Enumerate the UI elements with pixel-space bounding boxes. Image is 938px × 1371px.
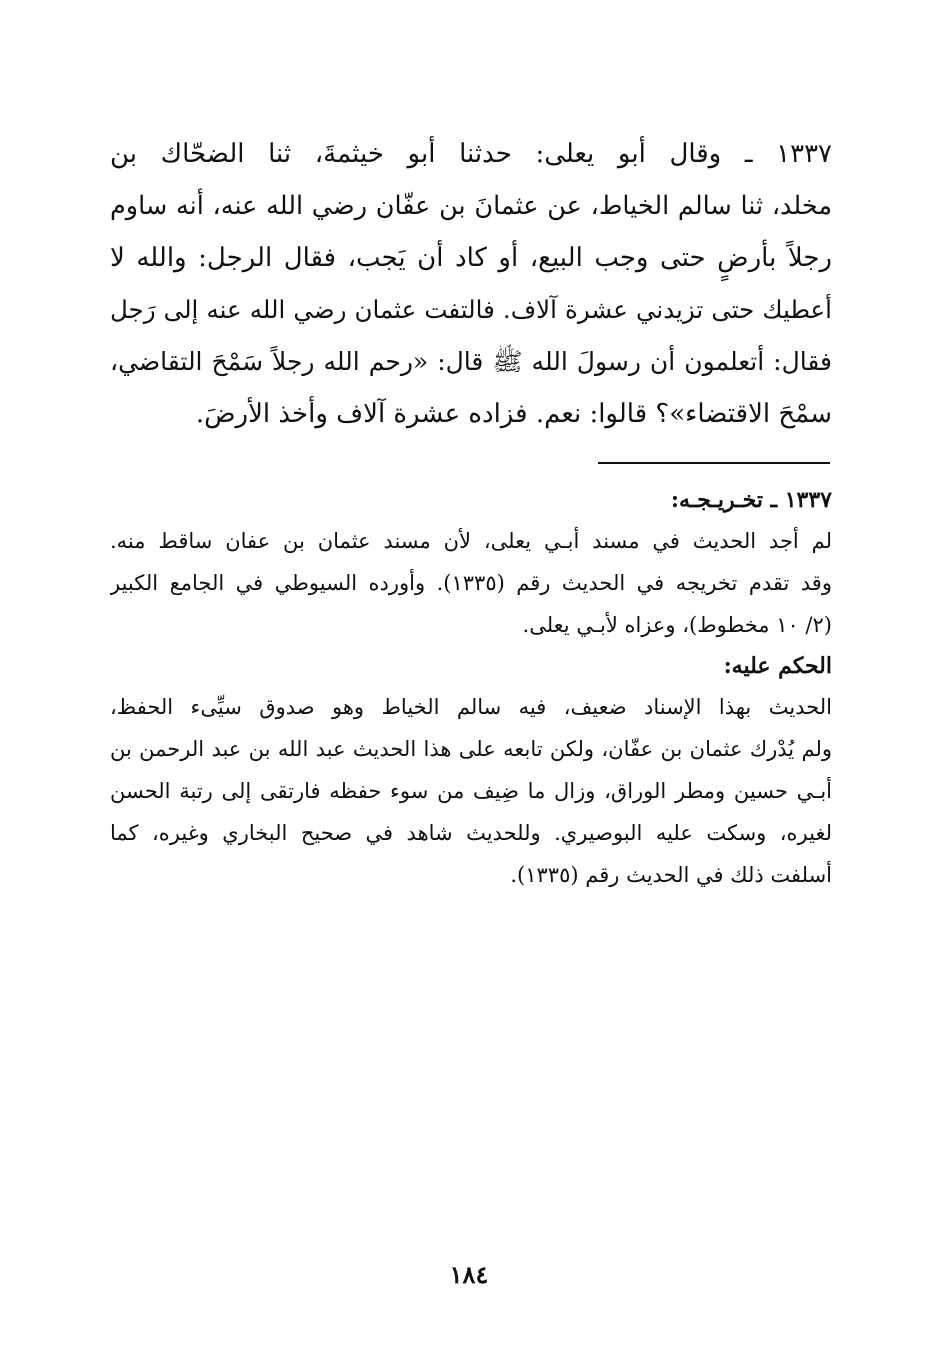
page-number: ١٨٤ (449, 1260, 489, 1289)
hadith-line: فقال: أتعلمون أن رسولَ الله ﷺ قال: «رحم الله رجلاً سَمْحَ التقاضي، (110, 347, 832, 376)
hukm-line: لغيره، وسكت عليه البوصيري. وللحديث شاهد في صحيح البخاري وغيره، كما (110, 821, 832, 845)
takhrij-heading: ١٣٣٧ ـ تخـريـجـه: (670, 487, 832, 513)
hukm-heading: الحكم عليه: (723, 653, 832, 679)
footnote-divider (598, 462, 830, 464)
hukm-line: ولم يُدْرك عثمان بن عفّان، ولكن تابعه على هذا الحديث عبد الله بن عبد الرحمن بن (110, 737, 832, 761)
hadith-line: رجلاً بأرضٍ حتى وجب البيع، أو كاد أن يَجب، فقال الرجل: والله لا (110, 243, 832, 273)
hukm-line: أسلفت ذلك في الحديث رقم (١٣٣٥). (510, 863, 832, 887)
takhrij-line: (٢/ ١٠ مخطوط)، وعزاه لأبـي يعلى. (522, 613, 832, 637)
hukm-line: الحديث بهذا الإسناد ضعيف، فيه سالم الخياط وهو صدوق سيِّىء الحفظ، (110, 695, 832, 719)
footnotes (110, 480, 832, 896)
hadith-line: ١٣٣٧ ـ وقال أبو يعلى: حدثنا أبو خيثمةَ، ثنا الضحّاك بن (110, 139, 832, 169)
hadith-line: مخلد، ثنا سالم الخياط، عن عثمانَ بن عفّان رضي الله عنه، أنه ساوم (110, 191, 832, 221)
hadith-line: سمْحَ الاقتضاء»؟ قالوا: نعم. فزاده عشرة آلاف وأخذ الأرضَ. (195, 399, 832, 429)
takhrij-line: لم أجد الحديث في مسند أبـي يعلى، لأن مسند عثمان بن عفان ساقط منه. (110, 529, 832, 553)
hukm-line: أبـي حسين ومطر الوراق، وزال ما ضِيف من سوء حفظه فارتقى إلى رتبة الحسن (110, 779, 832, 803)
takhrij-line: وقد تقدم تخريجه في الحديث رقم (١٣٣٥). وأورده السيوطي في الجامع الكبير (110, 571, 832, 595)
hadith-text (110, 128, 832, 440)
hadith-line: أعطيك حتى تزيدني عشرة آلاف. فالتفت عثمان رضي الله عنه إلى رَجل (110, 295, 832, 324)
